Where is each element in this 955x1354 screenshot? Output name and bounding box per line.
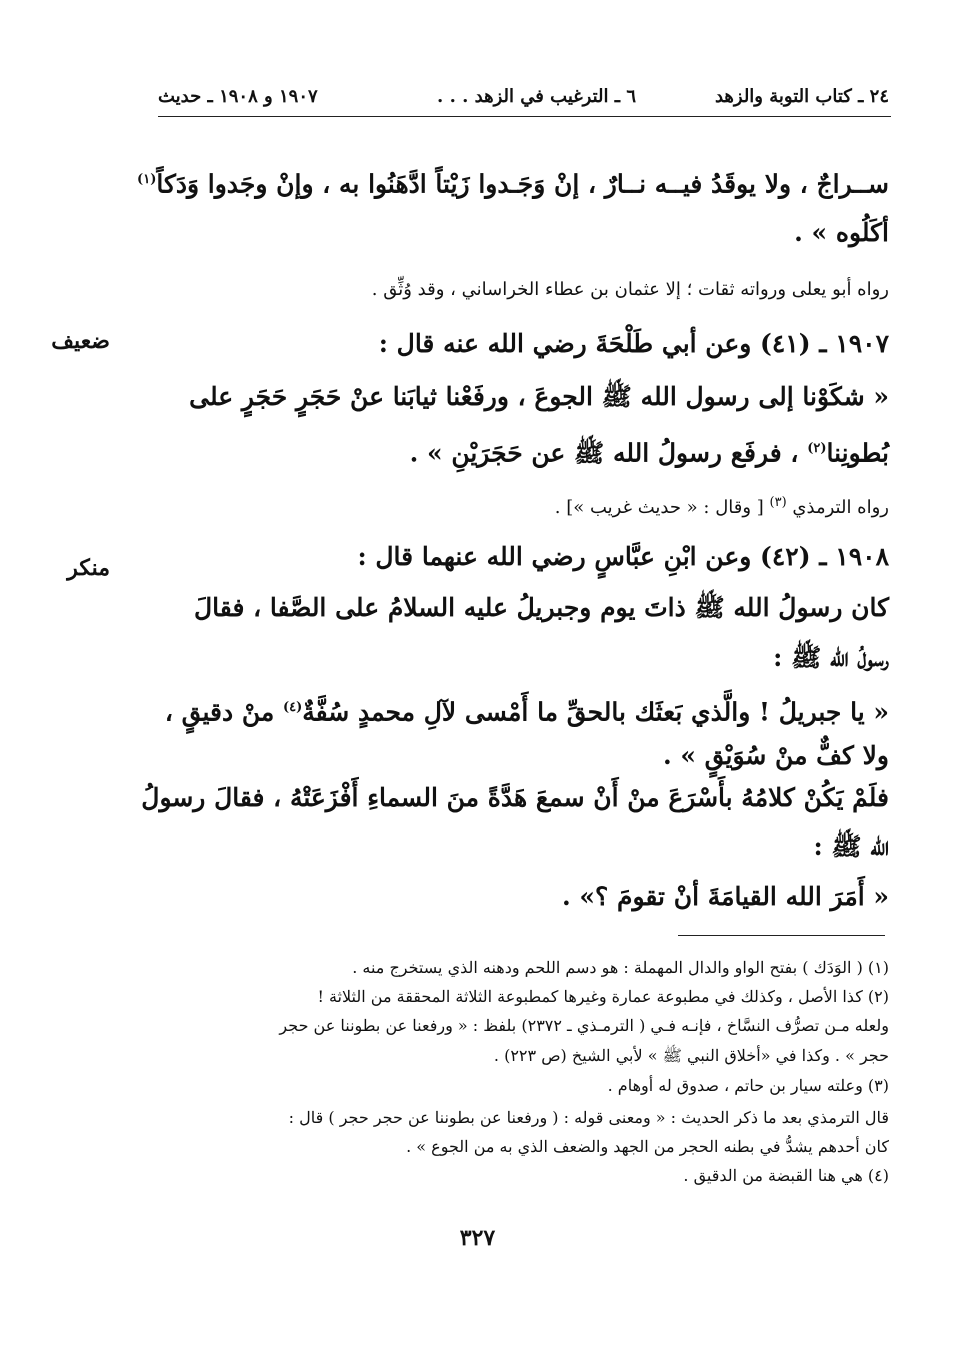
footnote-1: (١) ( الوَدَك ) بفتح الواو والدال المهملة : هو دسم اللحم ودهنه الذي يستخرج منه . <box>352 958 889 977</box>
hadith-1908-line-4: ولا كفٌّ منْ سُوَيْقٍ » . <box>662 741 889 770</box>
hadith-1907-line-1: « شكَوْنا إلى رسول الله ﷺ الجوعَ ، ورفَعْنا ثيابَنا عنْ حَجَرٍ حَجَرٍ على <box>189 382 889 411</box>
footnote-ref: (٤) <box>282 700 303 715</box>
footnote-2-cont-2: حجر » . وكذا في «أخلاق النبي ﷺ » لأبي الشيخ (ص ٢٢٣) . <box>493 1046 889 1065</box>
source-note-abu-yala: رواه أبو يعلى ورواته ثقات ؛ إلا عثمان بن عطاء الخراساني ، وقد وُثِّق . <box>371 279 889 300</box>
hadith-1908-line-6: الله ﷺ : <box>813 832 889 861</box>
continued-hadith-line-1: ســراجٌ ، ولا يوقَدُ فيــه نــارٌ ، إنْ وَجَـدوا زَيْتاً ادَّهَنُوا به ، وإنْ وجَدوا وَدَكاً$^{(١)}$ <box>137 169 889 199</box>
footnote-3-cont: قال الترمذي بعد ما ذكر الحديث : « ومعنى قوله : ( ورفعنا عن بطوننا عن حجر حجر ) قال : <box>288 1108 889 1127</box>
footnote-3-cont-2: كان أحدهم يشدُّ في بطنه الحجر من الجهد والضعف الذي به من الجوع » . <box>406 1137 889 1156</box>
hadith-1907-intro: ١٩٠٧ ـ (٤١) وعن أبي طَلْحَةَ رضي الله عنه قال : <box>378 329 889 358</box>
source-note-tirmidhi: رواه الترمذي $^{(٣)}$ [ وقال : « حديث غريب »] . <box>554 495 889 518</box>
hadith-1908-intro: ١٩٠٨ ـ (٤٢) وعن ابْنِ عبَّاسٍ رضي الله عنهما قال : <box>357 542 889 571</box>
header-section: ٦ ـ الترغيب في الزهد . . . <box>437 86 636 107</box>
footnote-2: (٢) كذا الأصل ، وكذلك في مطبوعة عمارة وغيرها كمطبوعة الثلاثة المحققة من الثلاثة ! <box>317 987 889 1006</box>
page-number: ٣٢٧ <box>459 1225 496 1251</box>
hadith-1908-line-2: رسولُ الله ﷺ : <box>773 643 889 672</box>
continued-hadith-line-2: أكَلُوه » . <box>794 218 889 247</box>
footnote-separator <box>678 935 885 936</box>
header-chapter: ٢٤ ـ كتاب التوبة والزهد <box>714 86 889 107</box>
footnote-ref: (١) <box>137 172 157 187</box>
header-hadith-range: ١٩٠٧ و ١٩٠٨ ـ حديث <box>158 86 318 107</box>
hadith-1908-line-5: فلَمْ يَكُنْ كلامُهُ بأَسْرَعَ منْ أَنْ سمعَ هَدَّةً منَ السماءِ أَفْزَعَتْهُ ، فقالَ رسولُ <box>141 783 889 812</box>
hadith-1908-line-7: « أَمَرَ الله القيامَةَ أنْ تقومَ ؟» . <box>562 882 889 911</box>
hadith-1907-line-2: بُطونِنا$^{(٢)}$ ، فرفَع رسولُ الله ﷺ عن حَجَرَيْنِ » . <box>409 438 889 468</box>
footnote-ref: (٣) <box>769 495 787 510</box>
hadith-1908-line-3: « يا جبريلُ ! والَّذي بَعثَك بالحقِّ ما أَمْسى لآلِ محمدٍ سُفَّةٌ$^{(٤)}$ منْ دقيقٍ ، <box>164 697 889 727</box>
footnote-ref: (٢) <box>807 441 827 456</box>
footnote-2-cont: ولعله مـن تصرُّف النسَّاخ ، فإنـه فـي ( الترمـذي ـ ٢٣٧٢) بلفظ : « ورفعنا عن بطوننا عن حجر <box>279 1016 889 1035</box>
grade-label-weak: ضعيف <box>51 328 110 354</box>
footnote-4: (٤) هي هنا القبضة من الدقيق . <box>683 1166 889 1185</box>
grade-label-munkar: منكر <box>67 555 110 581</box>
footnote-3: (٣) وعلته سيار بن حاتم ، صدوق له أوهام . <box>607 1076 889 1095</box>
running-header <box>158 82 891 117</box>
hadith-1908-line-1: كان رسولُ الله ﷺ ذاتَ يوم وجبريلُ عليه السلامُ على الصَّفا ، فقالَ <box>194 593 889 622</box>
